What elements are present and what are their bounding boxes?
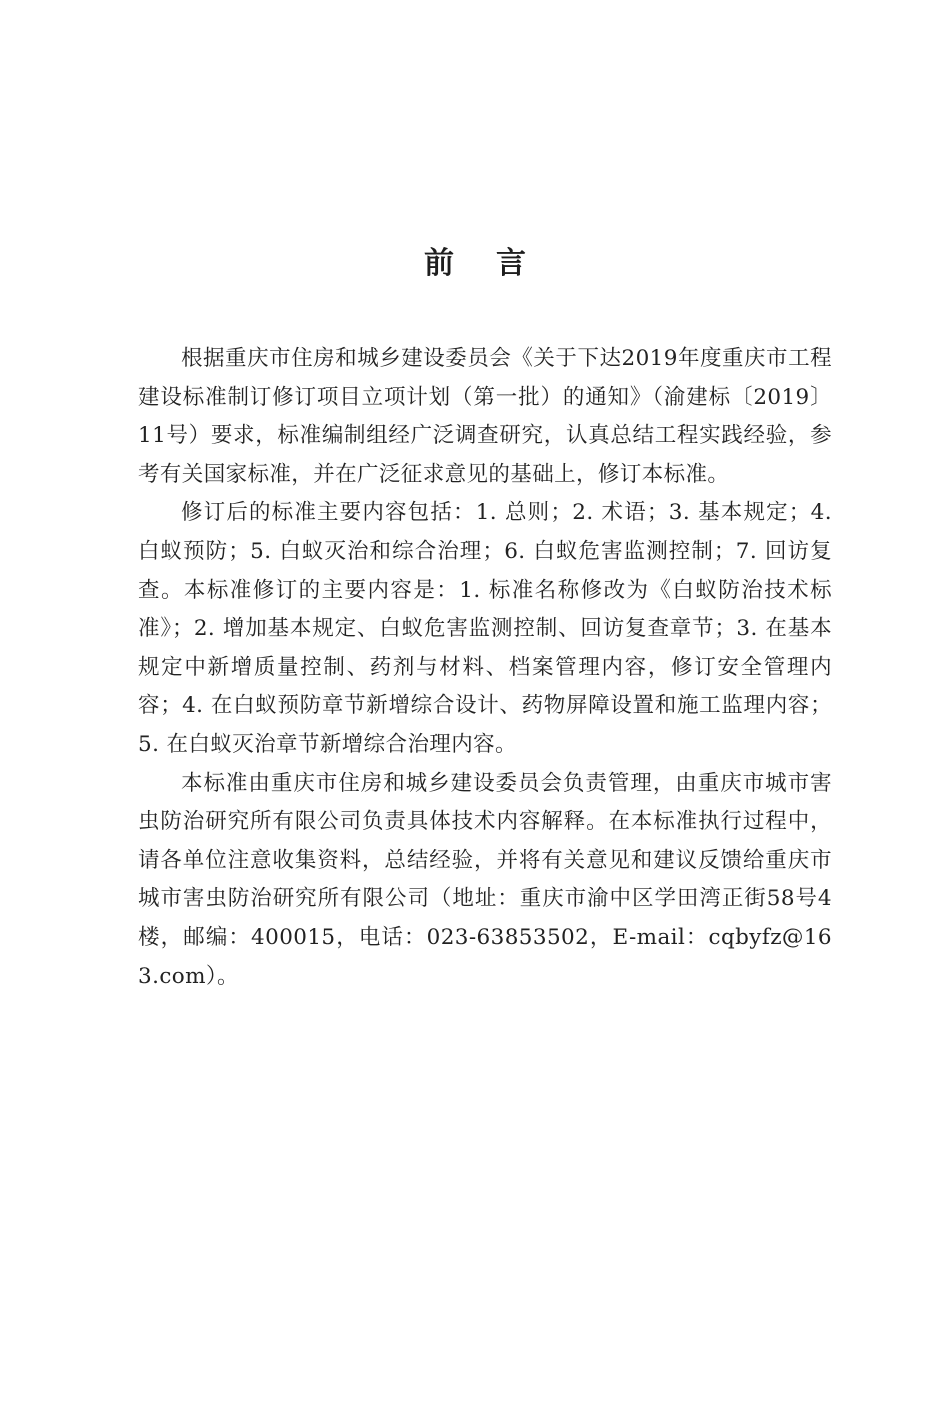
- preface-body: [138, 340, 832, 996]
- paragraph-contents: 修订后的标准主要内容包括：1. 总则；2. 术语；3. 基本规定；4. 白蚁预防；5. 白蚁灭治和综合治理；6. 白蚁危害监测控制；7. 回访复查。本标准修订的主要内容是：1. 标准名称修改为《白蚁防治技术标准》；2. 增加基本规定、白蚁危害监测控制、回访复查章节；3. 在基本规定中新增质量控制、药剂与材料、档案管理内容，修订安全管理内容；4. 在白蚁预防章节新增综合设计、药物屏障设置和施工监理内容；5. 在白蚁灭治章节新增综合治理内容。: [138, 500, 832, 757]
- paragraph-basis: 根据重庆市住房和城乡建设委员会《关于下达2019年度重庆市工程建设标准制订修订项目立项计划（第一批）的通知》（渝建标〔2019〕11号）要求，标准编制组经广泛调查研究，认真总结工程实践经验，参考有关国家标准，并在广泛征求意见的基础上，修订本标准。: [138, 346, 832, 487]
- page-title: 前言: [424, 246, 568, 281]
- paragraph-management: 本标准由重庆市住房和城乡建设委员会负责管理，由重庆市城市害虫防治研究所有限公司负责具体技术内容解释。在本标准执行过程中，请各单位注意收集资料，总结经验，并将有关意见和建议反馈给重庆市城市害虫防治研究所有限公司（地址：重庆市渝中区学田湾正街58号4楼，邮编：400015，电话：023-63853502，E-mail：cqbyfz@163.com）。: [138, 770, 832, 989]
